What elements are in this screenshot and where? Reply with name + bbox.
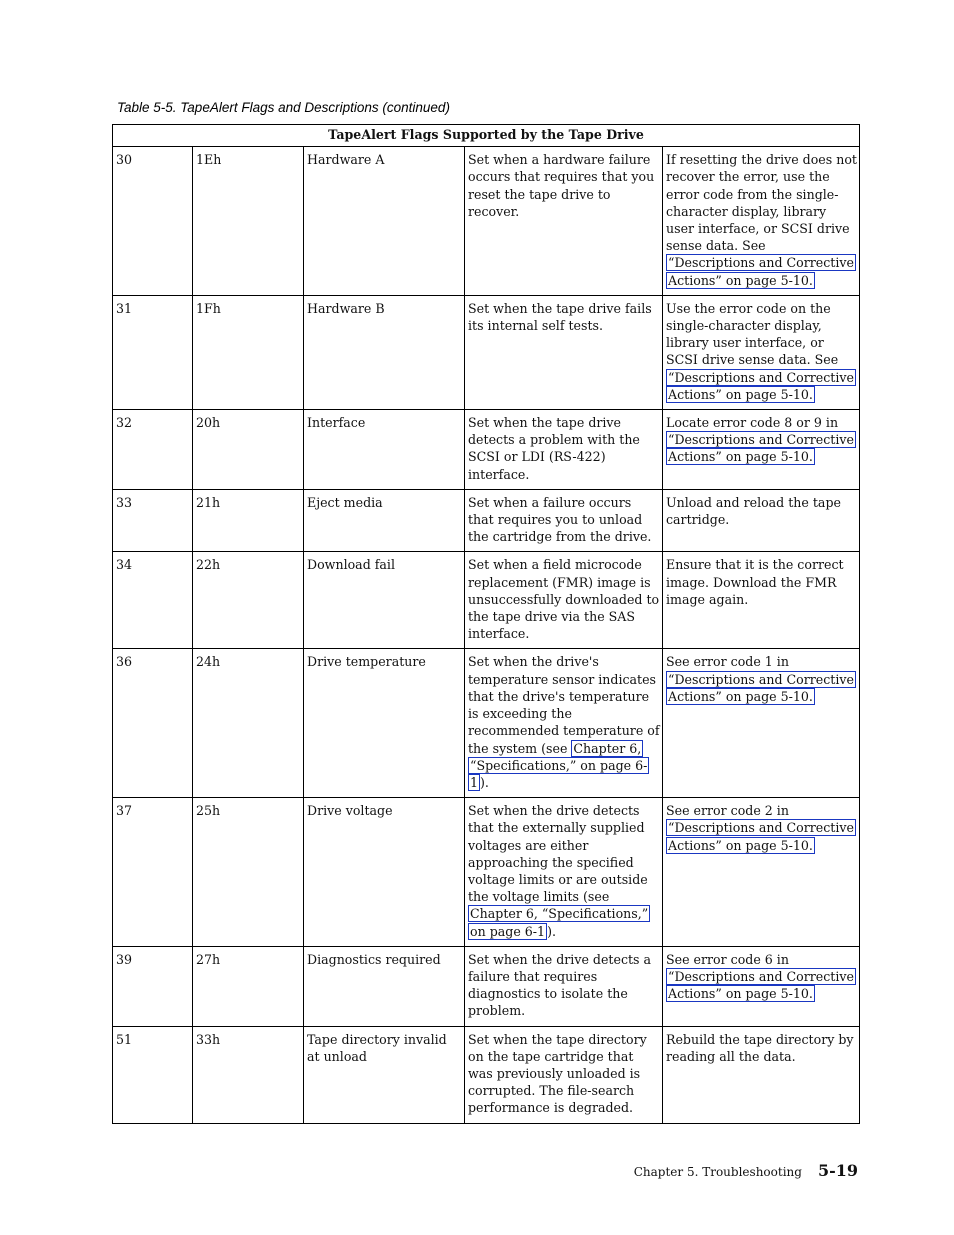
code-cell: 31 xyxy=(113,295,193,409)
table-row xyxy=(113,295,860,409)
table-header: TapeAlert Flags Supported by the Tape Drive xyxy=(113,125,860,147)
description-cell-text: Set when the drive detects that the externally supplied voltages are either approaching the specified voltage limits or are outside the voltage limits (see xyxy=(468,803,648,905)
code-cell: 36 xyxy=(113,649,193,798)
description-cell xyxy=(465,489,663,552)
table-row xyxy=(113,147,860,296)
description-cell-text-end: ). xyxy=(547,923,556,939)
table-header-row xyxy=(113,125,860,147)
table-row xyxy=(113,552,860,649)
code-cell: 34 xyxy=(113,552,193,649)
code-cell: 33 xyxy=(113,489,193,552)
hex-cell: 25h xyxy=(193,798,304,947)
hex-cell: 1Eh xyxy=(193,147,304,296)
flag-name-cell: Hardware A xyxy=(304,147,465,296)
description-cell xyxy=(465,410,663,490)
description-cell-text: Set when the tape drive detects a problem with the SCSI or LDI (RS-422) interface. xyxy=(468,415,640,482)
action-cell xyxy=(663,798,860,947)
table-row xyxy=(113,649,860,798)
flag-name-cell: Interface xyxy=(304,410,465,490)
code-cell: 39 xyxy=(113,946,193,1026)
cross-reference-link[interactable]: “Descriptions and Corrective Actions” on page 5-10. xyxy=(668,369,854,402)
cross-reference-link[interactable]: Chapter 6, “Specifications,” on page 6-1 xyxy=(470,906,649,939)
cross-reference-link[interactable]: Chapter 6, “Specifications,” on page 6-1 xyxy=(470,740,648,790)
description-cell xyxy=(465,552,663,649)
hex-cell: 33h xyxy=(193,1026,304,1123)
code-cell: 30 xyxy=(113,147,193,296)
description-cell xyxy=(465,1026,663,1123)
hex-cell: 1Fh xyxy=(193,295,304,409)
description-cell xyxy=(465,295,663,409)
action-cell-text: Locate error code 8 or 9 in xyxy=(666,415,839,431)
cross-reference-link[interactable]: “Descriptions and Corrective Actions” on page 5-10. xyxy=(668,820,854,853)
cross-reference-link[interactable]: “Descriptions and Corrective Actions” on page 5-10. xyxy=(668,968,854,1002)
description-cell xyxy=(465,649,663,798)
flag-name-cell: Eject media xyxy=(304,489,465,552)
action-cell-text: See error code 1 in xyxy=(666,654,789,670)
cross-reference-link[interactable]: “Descriptions and Corrective Actions” on page 5-10. xyxy=(668,671,854,704)
description-cell-text: Set when a hardware failure occurs that requires that you reset the tape drive to recover. xyxy=(468,152,655,219)
action-cell-text: Unload and reload the tape cartridge. xyxy=(666,494,841,528)
hex-cell: 24h xyxy=(193,649,304,798)
table-row xyxy=(113,946,860,1026)
page-footer xyxy=(634,1161,858,1180)
action-cell xyxy=(663,489,860,552)
hex-cell: 27h xyxy=(193,946,304,1026)
table-row xyxy=(113,489,860,552)
description-cell-text: Set when the tape directory on the tape cartridge that was previously unloaded is corrupted. The file-search performance is degraded. xyxy=(468,1031,647,1116)
hex-cell: 22h xyxy=(193,552,304,649)
flag-name-cell: Hardware B xyxy=(304,295,465,409)
description-cell xyxy=(465,946,663,1026)
cross-reference-link[interactable]: “Descriptions and Corrective Actions” on page 5-10. xyxy=(668,432,854,465)
description-cell-text: Set when a field microcode replacement (FMR) image is unsuccessfully downloaded to the tape drive via the SAS interface. xyxy=(468,557,660,642)
action-cell xyxy=(663,552,860,649)
description-cell xyxy=(465,147,663,296)
action-cell-text: See error code 2 in xyxy=(666,803,789,819)
action-cell-text: Ensure that it is the correct image. Download the FMR image again. xyxy=(666,557,844,607)
description-cell-text-end: ). xyxy=(480,774,489,790)
hex-cell: 21h xyxy=(193,489,304,552)
table-row xyxy=(113,410,860,490)
description-cell-text: Set when a failure occurs that requires you to unload the cartridge from the drive. xyxy=(468,494,652,545)
action-cell xyxy=(663,1026,860,1123)
footer-chapter: Chapter 5. Troubleshooting xyxy=(633,1165,802,1179)
cross-reference-link[interactable]: “Descriptions and Corrective Actions” on page 5-10. xyxy=(668,255,854,288)
description-cell-text: Set when the tape drive fails its internal self tests. xyxy=(468,300,652,334)
flag-name-cell: Tape directory invalid at unload xyxy=(304,1026,465,1123)
action-cell xyxy=(663,649,860,798)
action-cell-text: See error code 6 in xyxy=(666,951,789,967)
hex-cell: 20h xyxy=(193,410,304,490)
tapealert-table xyxy=(112,124,860,1124)
action-cell-text: Rebuild the tape directory by reading all the data. xyxy=(666,1031,854,1064)
code-cell: 51 xyxy=(113,1026,193,1123)
action-cell-text: If resetting the drive does not recover the error, use the error code from the single-character display, library user interface, or SCSI drive sense data. See xyxy=(666,152,857,254)
table-caption: Table 5-5. TapeAlert Flags and Descriptions (continued) xyxy=(117,100,450,115)
code-cell: 32 xyxy=(113,410,193,490)
table-row xyxy=(113,1026,860,1123)
page-number: 5-19 xyxy=(817,1161,858,1180)
description-cell-text: Set when the drive's temperature sensor indicates that the drive's temperature is exceeding the recommended temperature of the system (see xyxy=(468,654,660,756)
flag-name-cell: Drive voltage xyxy=(304,798,465,947)
flag-name-cell: Drive temperature xyxy=(304,649,465,798)
action-cell-text: Use the error code on the single-character display, library user interface, or SCSI drive sense data. See xyxy=(666,300,839,368)
flag-name-cell: Download fail xyxy=(304,552,465,649)
action-cell xyxy=(663,946,860,1026)
description-cell xyxy=(465,798,663,947)
table-body xyxy=(113,147,860,1123)
action-cell xyxy=(663,295,860,409)
table-row xyxy=(113,798,860,947)
flag-name-cell: Diagnostics required xyxy=(304,946,465,1026)
action-cell xyxy=(663,147,860,296)
action-cell xyxy=(663,410,860,490)
code-cell: 37 xyxy=(113,798,193,947)
description-cell-text: Set when the drive detects a failure that requires diagnostics to isolate the problem. xyxy=(468,951,652,1019)
